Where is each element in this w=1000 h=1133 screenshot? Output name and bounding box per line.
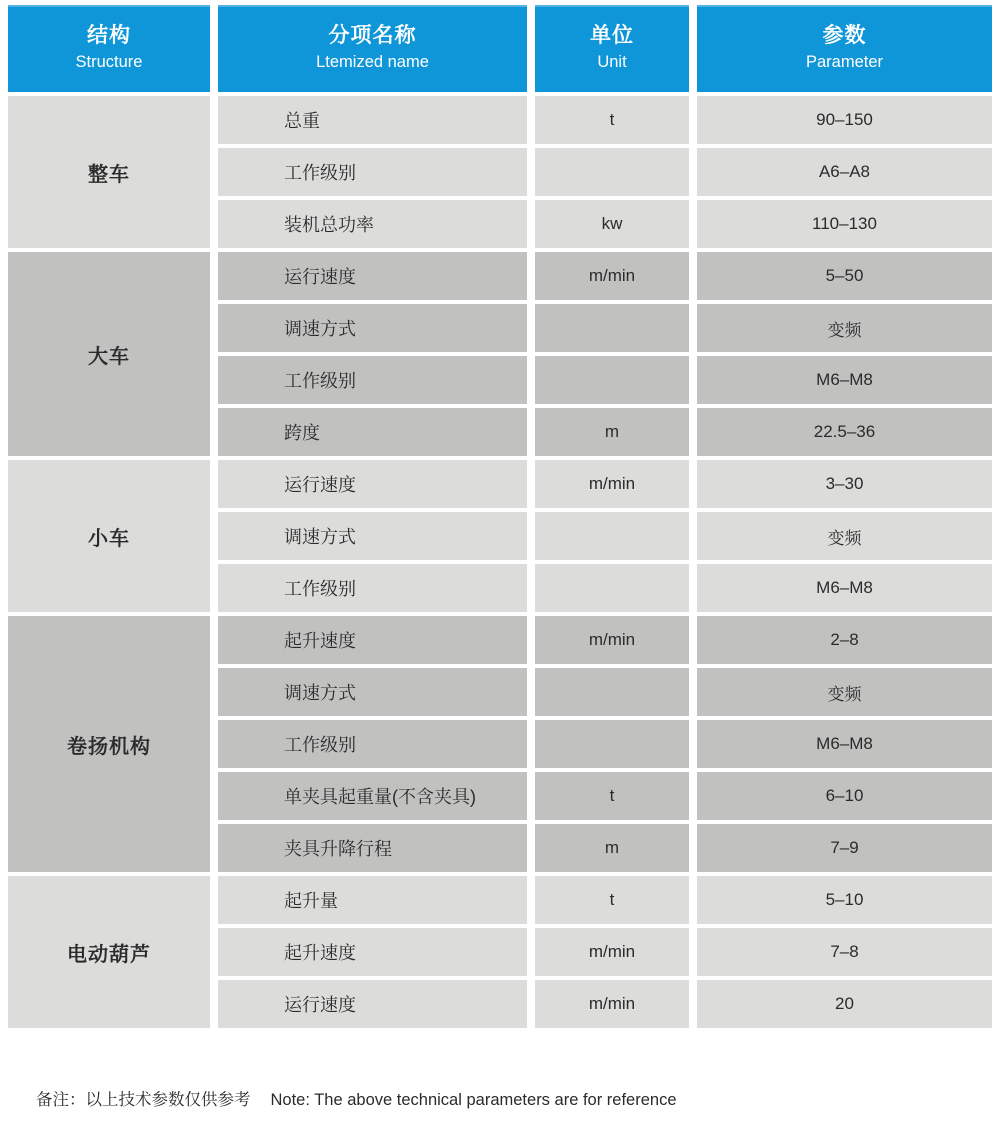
item-name-cell: 装机总功率 xyxy=(218,200,527,248)
item-name-cell: 运行速度 xyxy=(218,980,527,1028)
group-label: 大车 xyxy=(8,252,210,456)
unit-cell: m xyxy=(535,408,689,456)
param-cell: M6–M8 xyxy=(697,564,992,612)
table-row xyxy=(218,564,992,612)
item-name-cell: 总重 xyxy=(218,96,527,144)
table-row xyxy=(218,824,992,872)
unit-cell xyxy=(535,304,689,352)
param-cell: 110–130 xyxy=(697,200,992,248)
unit-cell: m/min xyxy=(535,252,689,300)
unit-cell xyxy=(535,148,689,196)
param-cell: 2–8 xyxy=(697,616,992,664)
unit-cell xyxy=(535,720,689,768)
param-cell: 22.5–36 xyxy=(697,408,992,456)
footnote-zh: 备注：以上技术参数仅供参考 xyxy=(36,1091,251,1109)
footnote-en: Note: The above technical parameters are for reference xyxy=(270,1091,677,1109)
table-row xyxy=(218,668,992,716)
param-cell: 6–10 xyxy=(697,772,992,820)
param-cell: M6–M8 xyxy=(697,356,992,404)
param-cell: 5–50 xyxy=(697,252,992,300)
param-cell: 变频 xyxy=(697,668,992,716)
item-name-cell: 运行速度 xyxy=(218,252,527,300)
table-row xyxy=(218,772,992,820)
table-row xyxy=(218,720,992,768)
unit-cell: t xyxy=(535,772,689,820)
param-cell: 变频 xyxy=(697,304,992,352)
item-name-cell: 运行速度 xyxy=(218,460,527,508)
header-itemized-name-zh: 分项名称 xyxy=(328,24,417,48)
item-name-cell: 调速方式 xyxy=(218,668,527,716)
item-name-cell: 夹具升降行程 xyxy=(218,824,527,872)
header-unit-zh: 单位 xyxy=(590,24,634,48)
item-name-cell: 起升速度 xyxy=(218,616,527,664)
header-parameter-en: Parameter xyxy=(805,53,884,72)
table-row xyxy=(218,252,992,300)
header-structure-en: Structure xyxy=(75,53,143,72)
header-unit-en: Unit xyxy=(597,53,627,72)
item-name-cell: 工作级别 xyxy=(218,148,527,196)
item-name-cell: 起升速度 xyxy=(218,928,527,976)
unit-cell: m xyxy=(535,824,689,872)
unit-cell: kw xyxy=(535,200,689,248)
item-name-cell: 单夹具起重量(不含夹具) xyxy=(218,772,527,820)
unit-cell xyxy=(535,356,689,404)
table-row xyxy=(218,616,992,664)
footnote xyxy=(36,1086,677,1110)
item-name-cell: 起升量 xyxy=(218,876,527,924)
param-cell: M6–M8 xyxy=(697,720,992,768)
header-structure-zh: 结构 xyxy=(87,24,131,48)
param-cell: 90–150 xyxy=(697,96,992,144)
table-header-row xyxy=(8,5,992,92)
table-row xyxy=(218,96,992,144)
unit-cell: m/min xyxy=(535,460,689,508)
header-parameter-zh: 参数 xyxy=(822,24,867,48)
group-hoisting-mechanism xyxy=(8,616,992,872)
header-cell-structure xyxy=(8,5,210,92)
group-label: 卷扬机构 xyxy=(8,616,210,872)
item-name-cell: 工作级别 xyxy=(218,356,527,404)
group-whole-machine xyxy=(8,96,992,248)
unit-cell: t xyxy=(535,96,689,144)
item-name-cell: 调速方式 xyxy=(218,512,527,560)
table-row xyxy=(218,356,992,404)
unit-cell xyxy=(535,512,689,560)
table-row xyxy=(218,512,992,560)
header-cell-itemized-name xyxy=(218,5,527,92)
param-cell: 5–10 xyxy=(697,876,992,924)
item-name-cell: 工作级别 xyxy=(218,720,527,768)
table-row xyxy=(218,304,992,352)
table-row xyxy=(218,460,992,508)
table-row xyxy=(218,928,992,976)
param-cell: 变频 xyxy=(697,512,992,560)
header-cell-unit xyxy=(535,5,689,92)
group-gantry xyxy=(8,252,992,456)
group-rows xyxy=(218,876,992,1028)
unit-cell xyxy=(535,668,689,716)
header-itemized-name-en: Ltemized name xyxy=(316,53,429,72)
table-row xyxy=(218,200,992,248)
param-cell: 7–8 xyxy=(697,928,992,976)
group-electric-hoist xyxy=(8,876,992,1028)
table-row xyxy=(218,408,992,456)
table-row xyxy=(218,148,992,196)
group-rows xyxy=(218,616,992,872)
item-name-cell: 工作级别 xyxy=(218,564,527,612)
param-cell: A6–A8 xyxy=(697,148,992,196)
unit-cell: m/min xyxy=(535,928,689,976)
param-cell: 7–9 xyxy=(697,824,992,872)
group-label: 小车 xyxy=(8,460,210,612)
unit-cell: m/min xyxy=(535,980,689,1028)
table-row xyxy=(218,876,992,924)
group-label: 电动葫芦 xyxy=(8,876,210,1028)
group-label: 整车 xyxy=(8,96,210,248)
group-rows xyxy=(218,96,992,248)
unit-cell xyxy=(535,564,689,612)
spec-table xyxy=(8,5,992,1032)
unit-cell: t xyxy=(535,876,689,924)
group-trolley xyxy=(8,460,992,612)
item-name-cell: 调速方式 xyxy=(218,304,527,352)
item-name-cell: 跨度 xyxy=(218,408,527,456)
param-cell: 20 xyxy=(697,980,992,1028)
unit-cell: m/min xyxy=(535,616,689,664)
header-cell-parameter xyxy=(697,5,992,92)
group-rows xyxy=(218,460,992,612)
group-rows xyxy=(218,252,992,456)
param-cell: 3–30 xyxy=(697,460,992,508)
table-row xyxy=(218,980,992,1028)
